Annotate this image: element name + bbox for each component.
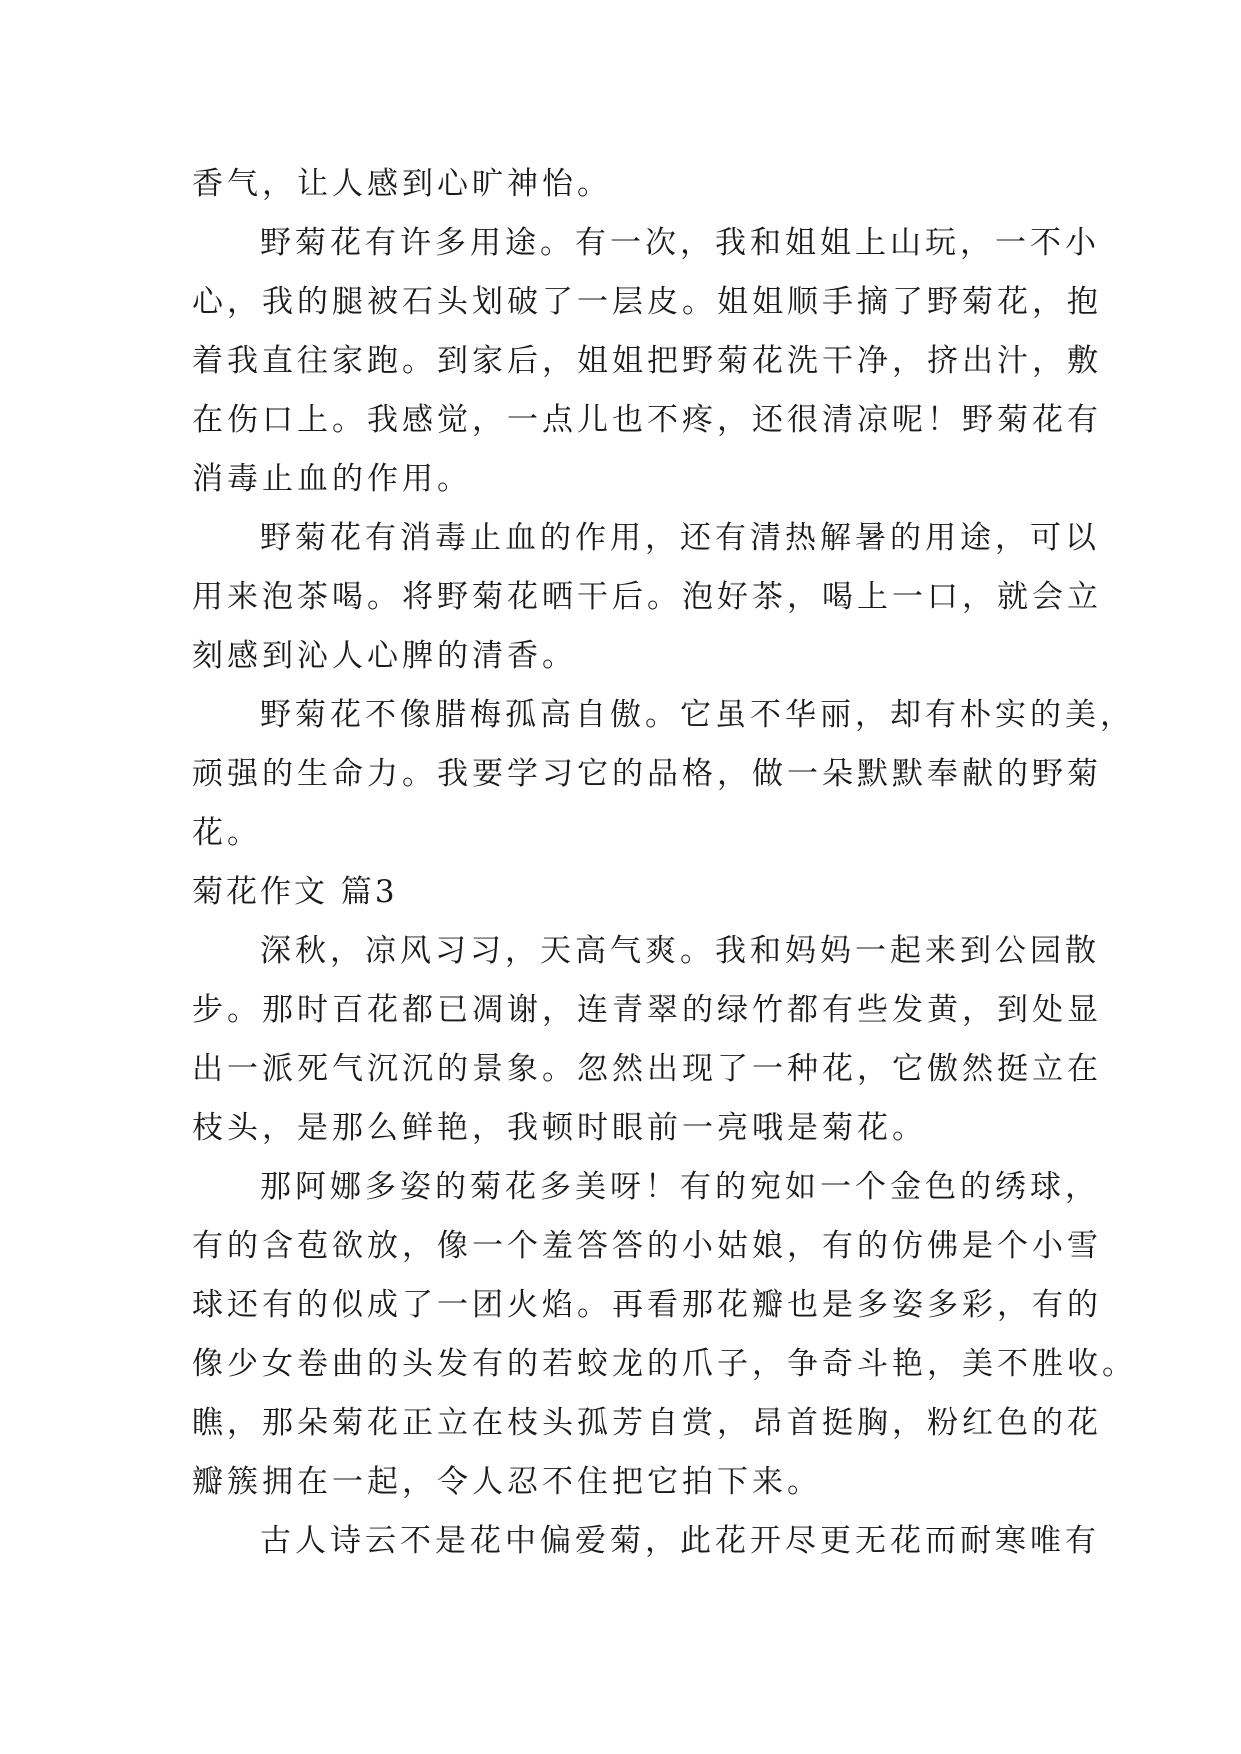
text-line: 球还有的似成了一团火焰。再看那花瓣也是多姿多彩，有的 xyxy=(192,1287,1102,1323)
text-line: 枝头，是那么鲜艳，我顿时眼前一亮哦是菊花。 xyxy=(192,1110,927,1146)
text-line: 瞧，那朵菊花正立在枝头孤芳自赏，昂首挺胸，粉红色的花 xyxy=(192,1405,1102,1441)
text-line: 着我直往家跑。到家后，姐姐把野菊花洗干净，挤出汁，敷 xyxy=(192,343,1102,379)
document-body xyxy=(192,155,1137,1571)
text-line: 在伤口上。我感觉，一点儿也不疼，还很清凉呢！野菊花有 xyxy=(192,402,1102,438)
section-heading: 菊花作文 篇3 xyxy=(192,874,398,910)
text-line: 那阿娜多姿的菊花多美呀！有的宛如一个金色的绣球， xyxy=(260,1169,1100,1205)
text-line: 古人诗云不是花中偏爱菊，此花开尽更无花而耐寒唯有 xyxy=(260,1523,1100,1559)
text-line: 野菊花不像腊梅孤高自傲。它虽不华丽，却有朴实的美， xyxy=(260,697,1135,733)
text-line: 深秋，凉风习习，天高气爽。我和妈妈一起来到公园散 xyxy=(260,933,1100,969)
text-line: 花。 xyxy=(192,815,262,851)
text-line: 有的含苞欲放，像一个羞答答的小姑娘，有的仿佛是个小雪 xyxy=(192,1228,1102,1264)
text-line: 像少女卷曲的头发有的若蛟龙的爪子，争奇斗艳，美不胜收。 xyxy=(192,1346,1137,1382)
text-line: 顽强的生命力。我要学习它的品格，做一朵默默奉献的野菊 xyxy=(192,756,1102,792)
text-line: 瓣簇拥在一起，令人忍不住把它拍下来。 xyxy=(192,1464,822,1500)
text-line: 步。那时百花都已凋谢，连青翠的绿竹都有些发黄，到处显 xyxy=(192,992,1102,1028)
text-line: 野菊花有许多用途。有一次，我和姐姐上山玩，一不小 xyxy=(260,225,1100,261)
text-line: 心，我的腿被石头划破了一层皮。姐姐顺手摘了野菊花，抱 xyxy=(192,284,1102,320)
text-line: 消毒止血的作用。 xyxy=(192,461,472,497)
text-line: 香气，让人感到心旷神怡。 xyxy=(192,166,612,202)
text-line: 出一派死气沉沉的景象。忽然出现了一种花，它傲然挺立在 xyxy=(192,1051,1102,1087)
text-line: 刻感到沁人心脾的清香。 xyxy=(192,638,577,674)
text-line: 野菊花有消毒止血的作用，还有清热解暑的用途，可以 xyxy=(260,520,1100,556)
text-line: 用来泡茶喝。将野菊花晒干后。泡好茶，喝上一口，就会立 xyxy=(192,579,1102,615)
